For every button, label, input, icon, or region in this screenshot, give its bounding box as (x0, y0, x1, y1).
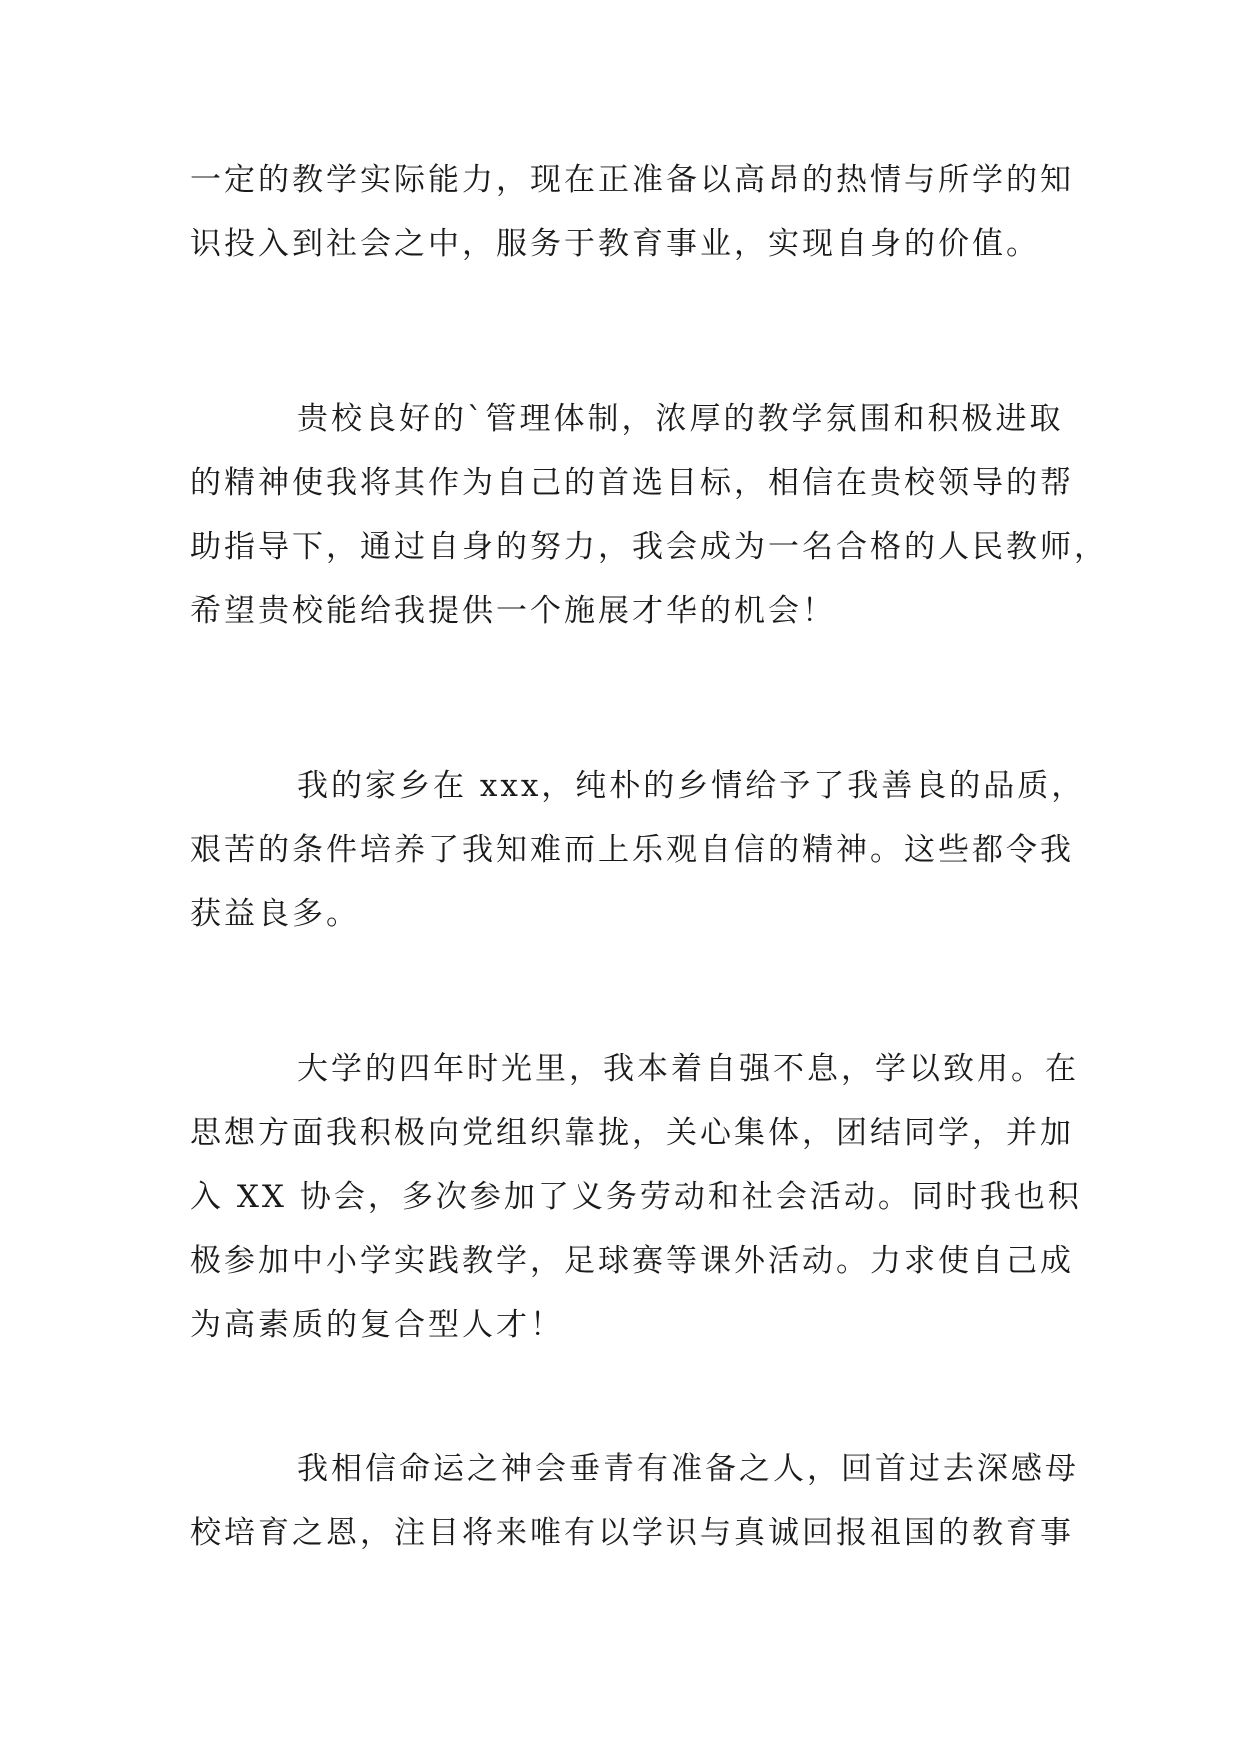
text-line: 入 XX 协会，多次参加了义务劳动和社会活动。同时我也积 (190, 1179, 1082, 1215)
paragraph-hometown (190, 754, 1086, 946)
text-line: 识投入到社会之中，服务于教育事业，实现自身的价值。 (190, 226, 1040, 262)
paragraph-destiny (190, 1437, 1079, 1565)
paragraph-school-management (190, 387, 1108, 643)
text-line: 思想方面我积极向党组织靠拢，关心集体，团结同学，并加 (190, 1115, 1074, 1151)
text-line: 助指导下，通过自身的努力，我会成为一名合格的人民教师， (190, 529, 1108, 565)
text-line: 大学的四年时光里，我本着自强不息，学以致用。在 (297, 1051, 1079, 1087)
text-line: 我的家乡在 xxx，纯朴的乡情给予了我善良的品质， (297, 768, 1086, 804)
text-line: 艰苦的条件培养了我知难而上乐观自信的精神。这些都令我 (190, 832, 1074, 868)
text-line: 获益良多。 (190, 896, 360, 932)
text-line: 贵校良好的`管理体制，浓厚的教学氛围和积极进取 (297, 401, 1064, 437)
text-line: 为高素质的复合型人才！ (190, 1307, 564, 1343)
text-line: 希望贵校能给我提供一个施展才华的机会！ (190, 593, 836, 629)
text-line: 极参加中小学实践教学，足球赛等课外活动。力求使自己成 (190, 1243, 1074, 1279)
text-line: 我相信命运之神会垂青有准备之人，回首过去深感母 (297, 1451, 1079, 1487)
paragraph-university (190, 1037, 1082, 1357)
text-line: 校培育之恩，注目将来唯有以学识与真诚回报祖国的教育事 (190, 1515, 1074, 1551)
text-line: 一定的教学实际能力，现在正准备以高昂的热情与所学的知 (190, 162, 1074, 198)
paragraph-continuation (190, 148, 1074, 276)
text-line: 的精神使我将其作为自己的首选目标，相信在贵校领导的帮 (190, 465, 1074, 501)
